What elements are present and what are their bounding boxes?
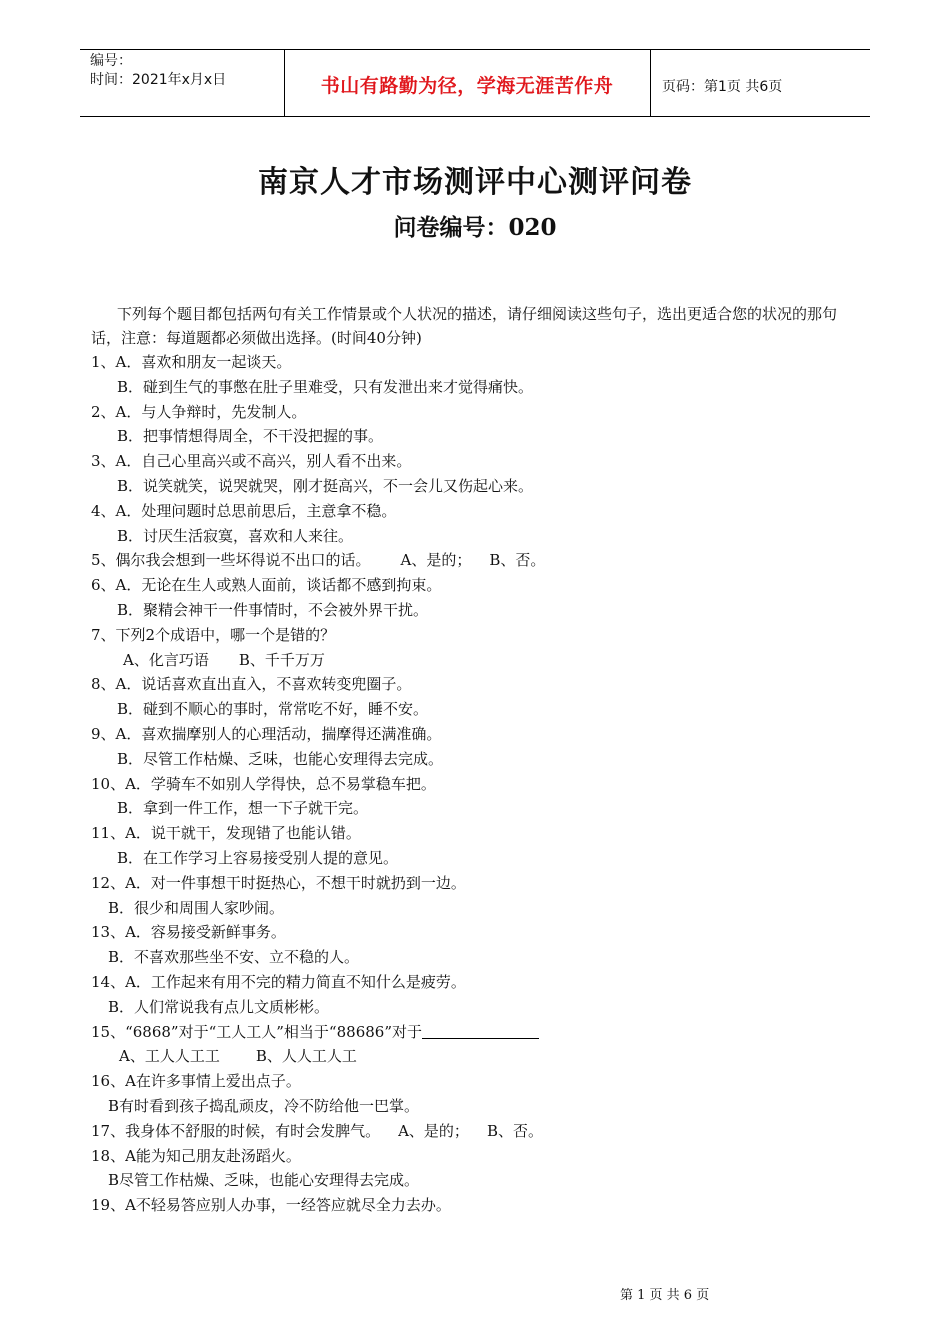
question-1-a: 1、A．喜欢和朋友一起谈天。 <box>91 353 292 371</box>
question-10-b: B．拿到一件工作，想一下子就干完。 <box>117 799 369 818</box>
question-7-options <box>91 648 866 673</box>
question-13-b: B．不喜欢那些坐不安、立不稳的人。 <box>108 948 360 967</box>
question-4-b: B．讨厌生活寂寞，喜欢和人来往。 <box>117 526 354 545</box>
question-5-option-a: A、是的； <box>400 551 472 570</box>
question-17-text: 17、我身体不舒服的时候，有时会发脾气。 <box>91 1121 381 1140</box>
question-5 <box>91 548 866 573</box>
question-9-a: 9、A．喜欢揣摩别人的心理活动，揣摩得还满准确。 <box>91 724 442 743</box>
header-motto: 书山有路勤为径，学海无涯苦作舟 <box>320 75 614 97</box>
question-4-a: 4、A．处理问题时总思前思后，主意拿不稳。 <box>91 501 397 520</box>
question-3-a: 3、A．自己心里高兴或不高兴，别人看不出来。 <box>91 452 412 471</box>
question-12-b: B．很少和周围人家吵闹。 <box>108 898 285 917</box>
questionnaire-number: 问卷编号：020 <box>393 214 557 241</box>
questionnaire-body <box>91 302 866 1218</box>
question-14-b: B．人们常说我有点儿文质彬彬。 <box>108 997 330 1016</box>
header-page-info: 页码：第1页 共6页 <box>662 79 783 95</box>
question-9-b: B．尽管工作枯燥、乏味，也能心安理得去完成。 <box>117 749 444 768</box>
question-13-a: 13、A．容易接受新鲜事务。 <box>91 923 286 942</box>
question-11-b: B．在工作学习上容易接受别人提的意见。 <box>117 848 399 867</box>
question-3-b: B．说笑就笑，说哭就哭，刚才挺高兴，不一会儿又伤起心来。 <box>117 476 534 495</box>
question-10-a: 10、A．学骑车不如别人学得快，总不易掌稳车把。 <box>91 774 436 793</box>
header-left <box>90 52 226 90</box>
question-8-a: 8、A．说话喜欢直出直入，不喜欢转变兜圈子。 <box>91 675 412 694</box>
question-15-text: 15、“6868”对于“工人工人”相当于“88686”对于 <box>91 1022 422 1041</box>
question-15-options <box>91 1044 866 1069</box>
page-title: 南京人才市场测评中心测评问卷 <box>258 165 692 200</box>
question-7-option-a: A、化言巧语 <box>123 650 209 669</box>
question-6-a: 6、A．无论在生人或熟人面前，谈话都不感到拘束。 <box>91 576 442 595</box>
question-8-b: B．碰到不顺心的事时，常常吃不好，睡不安。 <box>117 700 429 719</box>
question-17-option-b: B、否。 <box>486 1121 543 1140</box>
header-divider <box>650 50 651 117</box>
question-15-option-a: A、工人人工工 <box>119 1047 220 1066</box>
question-12-a: 12、A．对一件事想干时挺热心，不想干时就扔到一边。 <box>91 873 466 892</box>
question-19-a: 19、A不轻易答应别人办事，一经答应就尽全力去办。 <box>91 1196 451 1215</box>
time-label: 时间：2021年x月x日 <box>90 72 227 88</box>
question-7-text: 7、下列2个成语中，哪一个是错的？ <box>91 625 336 644</box>
question-5-text: 5、偶尔我会想到一些坏得说不出口的话。 <box>91 551 371 570</box>
question-17 <box>91 1119 866 1144</box>
number-label: 编号： <box>90 53 132 69</box>
question-15 <box>91 1020 866 1045</box>
question-2-a: 2、A．与人争辩时，先发制人。 <box>91 402 307 421</box>
header-table <box>80 49 870 117</box>
question-18-a: 18、A能为知己朋友赴汤蹈火。 <box>91 1146 301 1165</box>
question-11-a: 11、A．说干就干，发现错了也能认错。 <box>91 824 361 843</box>
question-7-option-b: B、千千万万 <box>238 650 325 669</box>
question-6-b: B．聚精会神干一件事情时，不会被外界干扰。 <box>117 600 429 619</box>
instructions: 下列每个题目都包括两句有关工作情景或个人状况的描述，请仔细阅读这些句子，选出更适合您的状况的那句话，注意：每道题都必须做出选择。(时间40分钟) <box>91 305 838 347</box>
question-18-b: B尽管工作枯燥、乏味，也能心安理得去完成。 <box>108 1171 420 1190</box>
question-2-b: B．把事情想得周全，不干没把握的事。 <box>117 427 384 446</box>
question-5-option-b: B、否。 <box>489 551 546 570</box>
question-16-b: B有时看到孩子捣乱顽皮，冷不防给他一巴掌。 <box>108 1096 420 1115</box>
question-1-b: B．碰到生气的事憋在肚子里难受，只有发泄出来才觉得痛快。 <box>117 377 534 396</box>
question-15-option-b: B、人人工人工 <box>255 1047 357 1066</box>
question-16-a: 16、A在许多事情上爱出点子。 <box>91 1072 301 1091</box>
question-17-option-a: A、是的； <box>398 1121 469 1140</box>
page-footer: 第 1 页 共 6 页 <box>620 1288 710 1303</box>
answer-blank <box>422 1022 539 1039</box>
question-14-a: 14、A．工作起来有用不完的精力简直不知什么是疲劳。 <box>91 972 466 991</box>
